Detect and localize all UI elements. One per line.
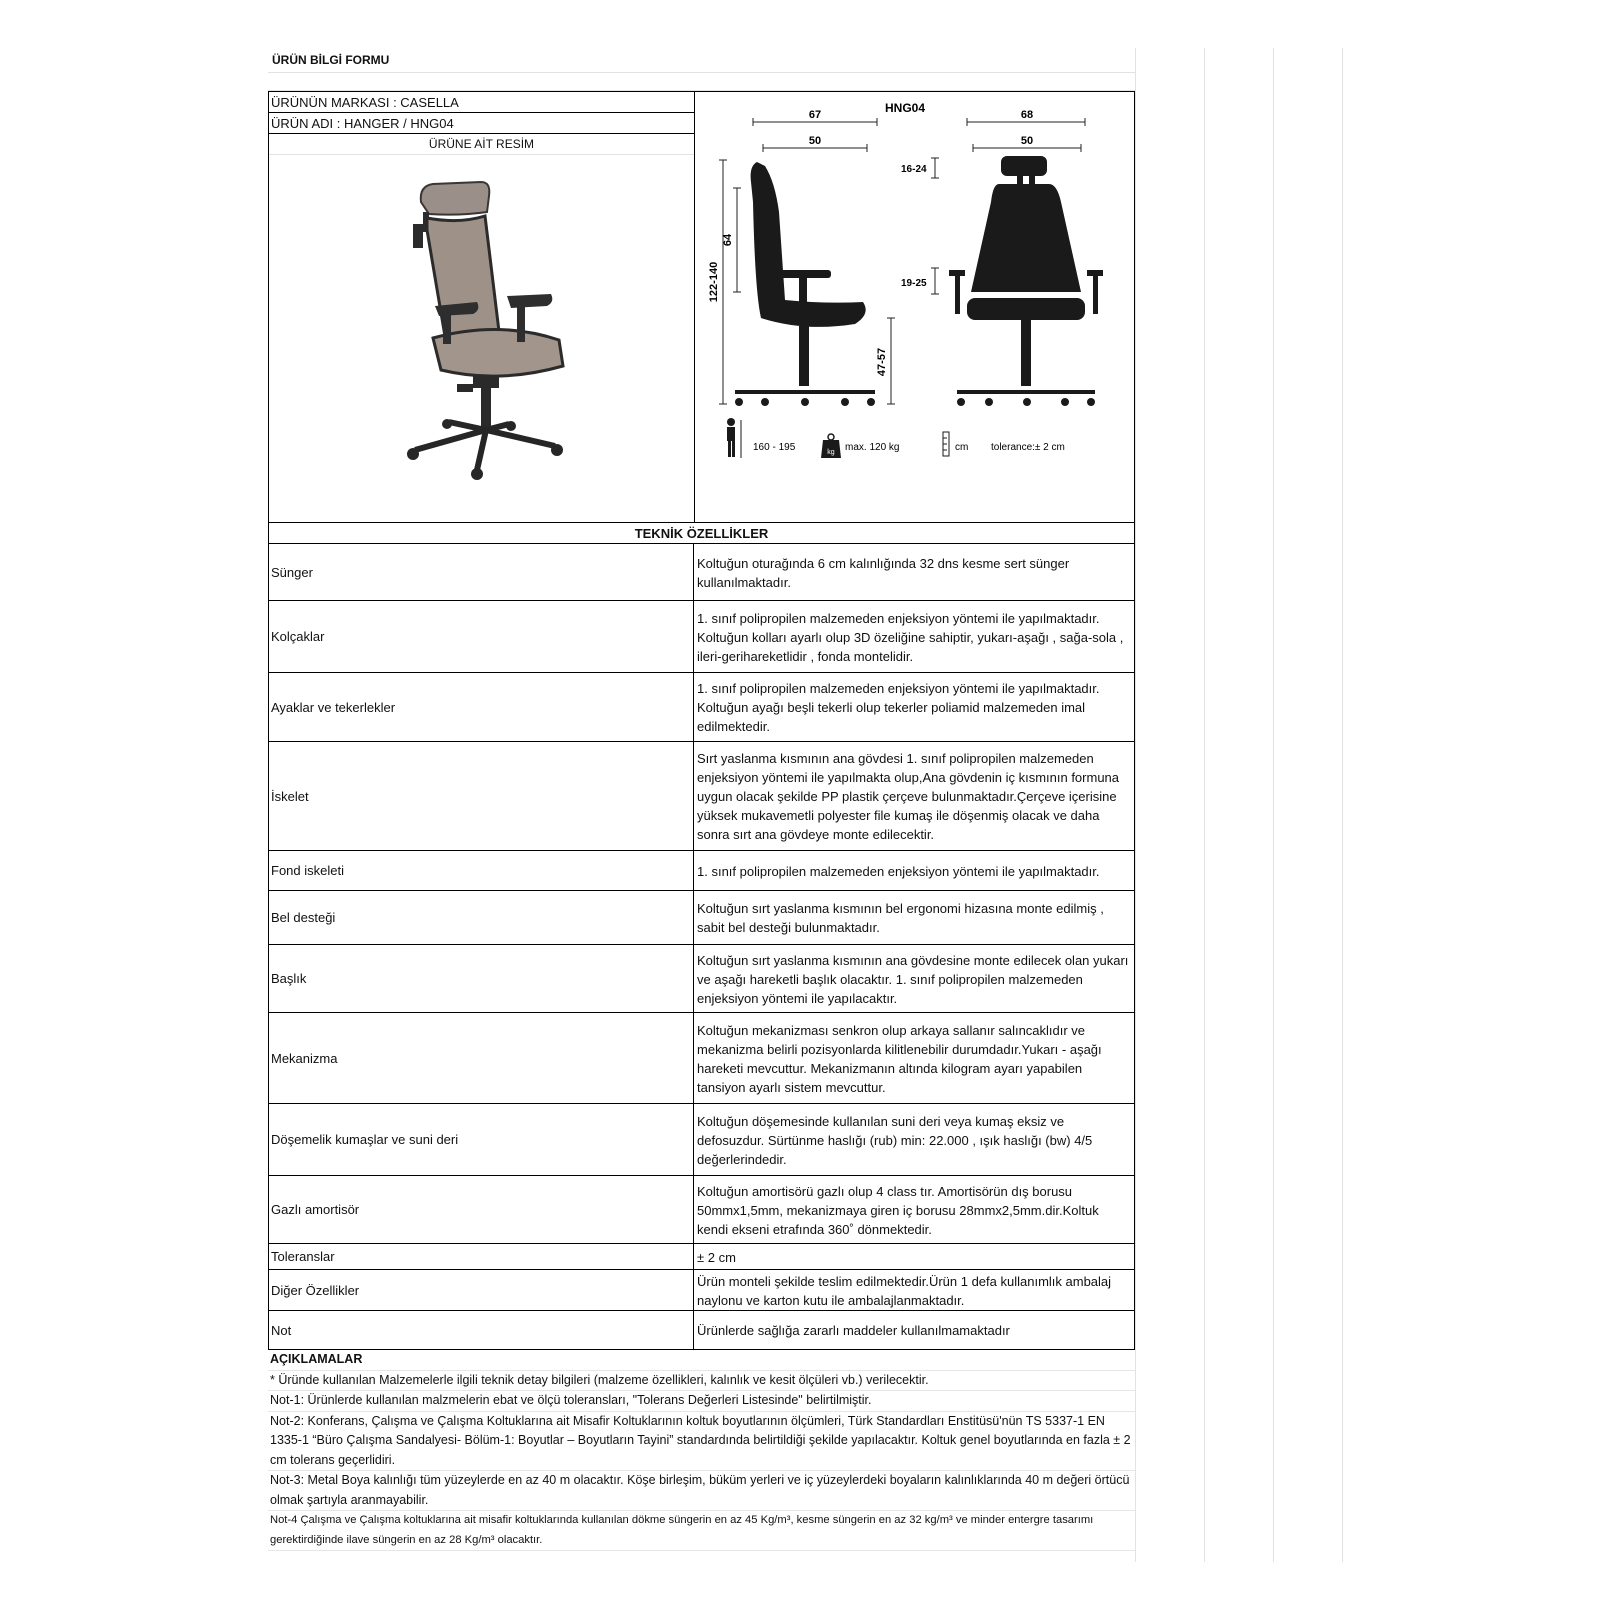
blank-row [268, 73, 1135, 91]
product-info-column [269, 92, 695, 522]
spec-value: 1. sınıf polipropilen malzemeden enjeksiyon yöntemi ile yapılmaktadır. Koltuğun ayağı beşli tekerli olup tekerler poliamid malzemeden imal edilmektedir. [697, 681, 1100, 734]
spec-table [268, 544, 1135, 1350]
spec-value: Koltuğun sırt yaslanma kısmının bel ergonomi hizasına monte edilmiş , sabit bel desteği bulunmaktadır. [697, 901, 1104, 935]
side-width-inner: 50 [808, 135, 822, 147]
total-height: 122-140 [708, 261, 720, 303]
weight-icon-label: kg [827, 449, 835, 456]
spec-value: Koltuğun oturağında 6 cm kalınlığında 32 dns kesme sert sünger kullanılmaktadır. [697, 555, 1070, 590]
spec-row-sunger [269, 544, 1134, 601]
brand-line: ÜRÜNÜN MARKASI : CASELLA [269, 92, 694, 113]
spec-value: 1. sınıf polipropilen malzemeden enjeksiyon yöntemi ile yapılmaktadır. Koltuğun kolları ayarlı olup 3D özeliğine sahiptir, yukarı-aşağı , sağa-sola , ileri-gerihareketlidir , fonda montelidir. [697, 610, 1124, 664]
spec-row-iskelet [269, 742, 1134, 851]
user-height-range: 160 - 195 [753, 442, 796, 453]
max-weight: max. 120 kg [845, 442, 900, 453]
spec-label: Ayaklar ve tekerlekler [269, 673, 694, 741]
spec-label: Mekanizma [269, 1013, 694, 1103]
spec-row-mekanizma [269, 1013, 1134, 1104]
spec-value: ± 2 cm [697, 1249, 736, 1265]
note-star: * Üründe kullanılan Malzemelerle ilgili teknik detay bilgileri (malzeme özellikleri, kalınlık ve kesit ölçüleri vb.) verilecektir. [268, 1371, 1135, 1392]
front-width-inner: 50 [1020, 135, 1034, 147]
spec-label: Gazlı amortisör [269, 1176, 694, 1243]
back-height: 64 [722, 233, 734, 247]
spec-value: Koltuğun döşemesinde kullanılan suni deri veya kumaş eksiz ve defosuzdur. Sürtünme haslığı (rub) min: 22.000 , ışık haslığı (bw) 4/5 değerlerindedir. [697, 1113, 1093, 1167]
spec-value: 1. sınıf polipropilen malzemeden enjeksiyon yöntemi ile yapılmaktadır. [697, 863, 1100, 879]
unit-label: cm [955, 442, 969, 453]
front-view-chair [971, 184, 1081, 292]
spec-value: Koltuğun sırt yaslanma kısmının ana gövdesine monte edilecek olan yukarı ve aşağı hareketli başlık olacaktır. 1. sınıf polipropilen malzemeden enjeksiyon yöntemi ile yapılacaktır. [697, 952, 1129, 1006]
technical-drawing [695, 92, 1136, 522]
person-height-icon [727, 418, 741, 458]
tolerance-label: tolerance:± 2 cm [991, 442, 1065, 453]
spec-value: Koltuğun mekanizması senkron olup arkaya sallanır salıncaklıdır ve mekanizma belirli pozisyonlarda kilitlenebilir durumdadır.Yukarı - aşağı hareketi mevcuttur. Mekanizmanın altında kilogram ayarı yapabilen tansiyon ayarlı sistem mevcuttur. [697, 1022, 1102, 1095]
front-width-outer: 68 [1020, 109, 1034, 121]
technical-drawing-column [695, 92, 1136, 522]
spec-value: Koltuğun amortisörü gazlı olup 4 class tır. Amortisörün dış borusu 50mmx1,5mm, mekanizmaya giren iç borusu 28mmx2,5mm.dir.Koltuk kendi ekseni etrafında 360˚ dönmektedir. [697, 1183, 1099, 1237]
weight-icon [821, 434, 841, 458]
grid-column-line [1273, 48, 1274, 1562]
spec-value: Ürünlerde sağlığa zararlı maddeler kullanılmamaktadır [697, 1323, 1010, 1338]
spec-row-toleranslar [269, 1244, 1134, 1270]
seat-height: 47-57 [876, 347, 888, 377]
spec-label: Sünger [269, 544, 694, 600]
spec-label: Diğer Özellikler [269, 1270, 694, 1310]
product-info-form [268, 48, 1135, 1551]
grid-column-line [1342, 48, 1343, 1562]
spec-label: Başlık [269, 945, 694, 1012]
spec-header: TEKNİK ÖZELLİKLER [268, 522, 1135, 544]
note-3: Not-3: Metal Boya kalınlığı tüm yüzeylerde en az 40 m olacaktır. Köşe birleşim, büküm yerleri ve iç yüzeylerdeki boyaların kalınlıklarında 40 m değeri örtücü olmak şartıyla aranmayabilir. [268, 1471, 1135, 1511]
spec-label: İskelet [269, 742, 694, 850]
spec-row-baslik [269, 945, 1134, 1013]
note-2: Not-2: Konferans, Çalışma ve Çalışma Koltuklarına ait Misafir Koltuklarının koltuk boyutlarının ölçümleri, Türk Standardları Enstitüsü'nün TS 5337-1 EN 1335-1 “Büro Çalışma Sandalyesi- Bölüm-1: Boyutlar – Boyutların Tayini” standardında belirtildiği şekilde yapılacaktır. Koltuk genel boyutlarında en fazla ± 2 cm tolerans geçerlidiri. [268, 1412, 1135, 1472]
form-title: ÜRÜN BİLGİ FORMU [268, 48, 1135, 73]
side-view-chair [751, 162, 866, 327]
note-1: Not-1: Ürünlerde kullanılan malzmelerin ebat ve ölçü toleransları, "Tolerans Değerleri Listesinde" belirtilmiştir. [268, 1391, 1135, 1412]
spec-row-not [269, 1311, 1134, 1350]
spec-label: Bel desteği [269, 891, 694, 944]
grid-column-line [1204, 48, 1205, 1562]
note-4: Not-4 Çalışma ve Çalışma koltuklarına ait misafir koltuklarında kullanılan dökme süngerin en az 45 Kg/m³, kesme süngerin en az 32 kg/m³ ve minder entergre tasarımı gerektirdiğinde ilave süngerin en az 28 Kg/m³ olacaktır. [268, 1511, 1135, 1551]
product-header-block [268, 91, 1135, 522]
product-name-line: ÜRÜN ADI : HANGER / HNG04 [269, 113, 694, 134]
spec-row-dosemelik [269, 1104, 1134, 1176]
spec-row-fond-iskeleti [269, 851, 1134, 891]
spec-row-kolcaklar [269, 601, 1134, 673]
arm-adjust: 19-25 [901, 278, 927, 289]
spec-row-bel-destegi [269, 891, 1134, 945]
image-caption: ÜRÜNE AİT RESİM [269, 134, 694, 155]
spec-label: Döşemelik kumaşlar ve suni deri [269, 1104, 694, 1175]
spec-row-gazli-amortisor [269, 1176, 1134, 1244]
spec-row-diger-ozellikler [269, 1270, 1134, 1311]
spec-label: Toleranslar [269, 1244, 694, 1269]
drawing-model-label: HNG04 [884, 101, 926, 115]
headrest-adjust: 16-24 [901, 164, 927, 175]
side-width-outer: 67 [808, 109, 822, 121]
notes-section [268, 1350, 1135, 1551]
spec-row-ayaklar [269, 673, 1134, 742]
spec-value: Ürün monteli şekilde teslim edilmektedir.Ürün 1 defa kullanımlık ambalaj naylonu ve karton kutu ile ambalajlanmaktadır. [697, 1273, 1112, 1308]
spec-value: Sırt yaslanma kısmının ana gövdesi 1. sınıf polipropilen malzemeden enjeksiyon yöntemi ile yapılmakta olup,Ana gövdenin iç kısmının formuna uygun olacak şekilde PP plastik çerçeve bulunmaktadır.Çerçeve içerisine yüksek mukavemetli polyester file kumaş ile döşenmiş olacak ve daha sonra sırt ana gövdeye monte edilecektir. [697, 751, 1120, 842]
front-view-headrest [1001, 156, 1047, 176]
notes-heading: AÇIKLAMALAR [268, 1350, 1135, 1371]
ruler-icon [943, 432, 949, 456]
spec-label: Kolçaklar [269, 601, 694, 672]
spec-label: Fond iskeleti [269, 851, 694, 890]
spec-label: Not [269, 1311, 694, 1349]
chair-photo [389, 170, 589, 480]
